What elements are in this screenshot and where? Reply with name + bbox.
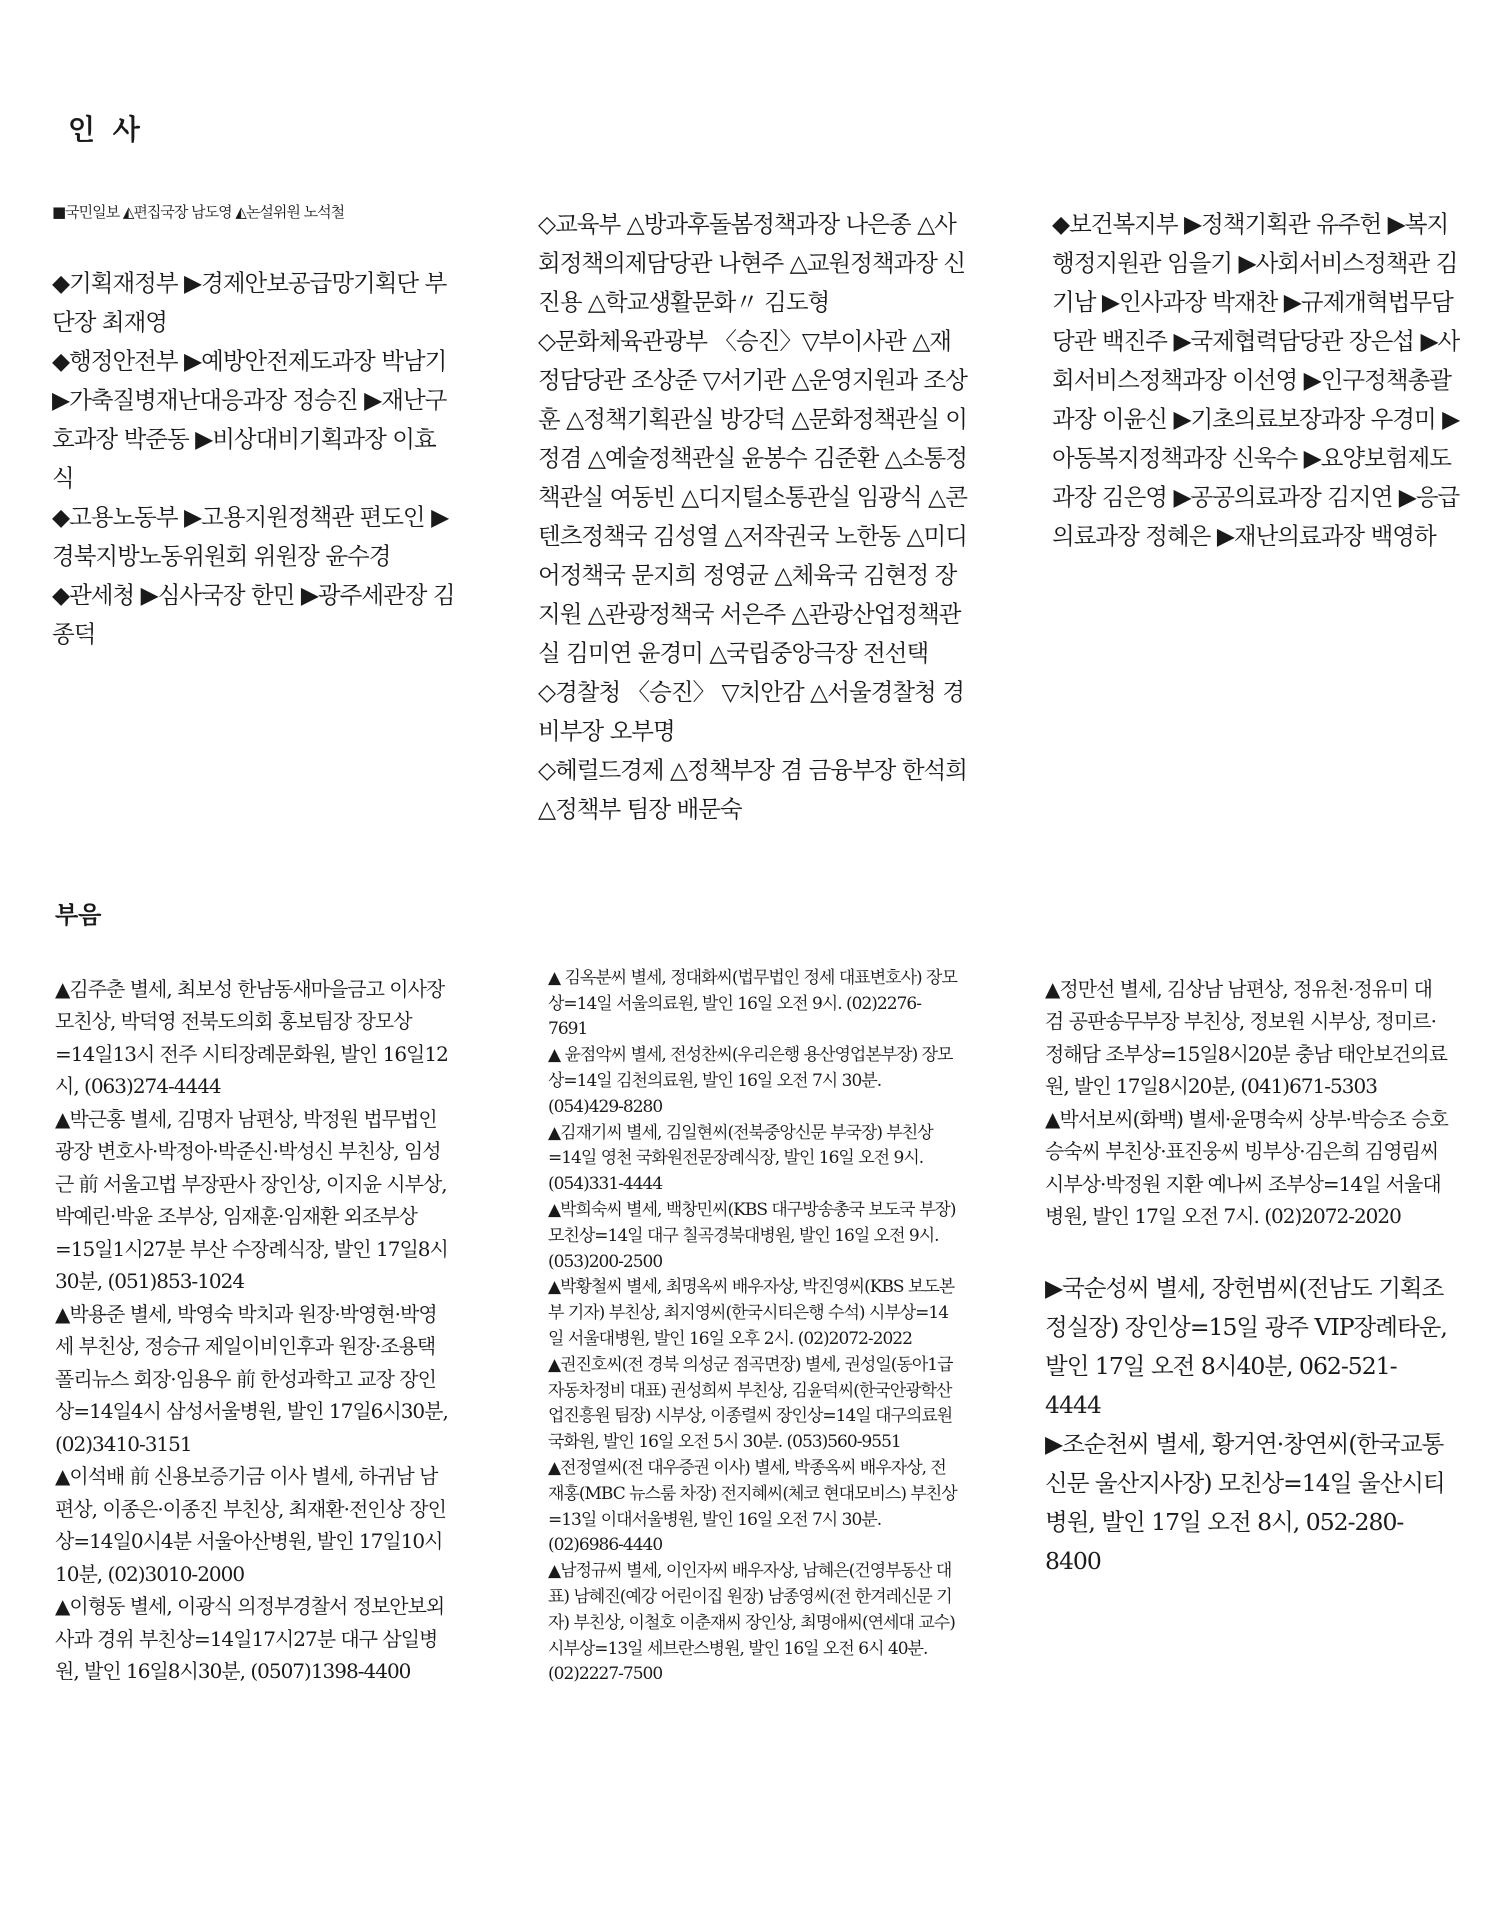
bueum-column-2-text: ▲ 김옥분씨 별세, 정대화씨(법무법인 정세 대표변호사) 장모상=14일 서울의료원, 발인 16일 오전 9시. (02)2276-7691 ▲ 윤점악씨 별세, 전성찬씨(우리은행 용산영업본부장) 장모상=14일 김천의료원, 발인 16일 오전 7시 30분. (054)429-8280 ▲김재기씨 별세, 김일현씨(전북중앙신문 부국장) 부친상=14일 영천 국화원전문장례식장, 발인 16일 오전 9시. (054)331-4444 ▲박희숙씨 별세, 백창민씨(KBS 대구방송총국 보도국 부장) 모친상=14일 대구 칠곡경북대병원, 발인 16일 오전 9시. (053)200-2500 ▲박황철씨 별세, 최명옥씨 배우자상, 박진영씨(KBS 보도본부 기자) 부친상, 최지영씨(한국시티은행 수석) 시부상=14일 서울대병원, 발인 16일 오후 2시. (02)2072-2022 ▲권진호씨(전 경북 의성군 점곡면장) 별세, 권성일(동아1급자동차정비 대표) 권성희씨 부친상, 김윤덕씨(한국안광학산업진흥원 팀장) 시부상, 이종렬씨 장인상=14일 대구의료원 국화원, 발인 16일 오전 5시 30분. (053)560-9551 ▲전정열씨(전 대우증권 이사) 별세, 박종옥씨 배우자상, 전재홍(MBC 뉴스룸 차장) 전지혜씨(체코 현대모비스) 부친상=13일 이대서울병원, 발인 16일 오전 7시 30분. (02)6986-4440 ▲남정규씨 별세, 이인자씨 배우자상, 남혜은(건영부동산 대표) 남혜진(예강 어린이집 원장) 남종영씨(전 한겨레신문 기자) 부친상, 이철호 이춘재씨 장인상, 최명애씨(연세대 교수) 시부상=13일 세브란스병원, 발인 16일 오전 6시 40분. (02)2227-7500 bbox=[548, 967, 957, 1685]
bueum-column-3-small-text: ▲정만선 별세, 김상남 남편상, 정유천·정유미 대검 공판송무부장 부친상, 정보원 시부상, 정미르·정해담 조부상=15일8시20분 충남 태안보건의료원, 발인 17일8시20분, (041)671-5303 ▲박서보씨(화백) 별세·윤명숙씨 상부·박승조 승호 승숙씨 부친상·표진웅씨 빙부상·김은희 김영림씨 시부상·박정원 지환 예나씨 조부상=14일 서울대병원, 발인 17일 오전 7시. (02)2072-2020 bbox=[1045, 976, 1448, 1228]
insa-column-2 bbox=[538, 166, 970, 868]
insa-column-3 bbox=[1052, 166, 1462, 595]
insa-column-3-text: ◆보건복지부 ▶정책기획관 유주헌 ▶복지행정지원관 임을기 ▶사회서비스정책관 김기남 ▶인사과장 박재찬 ▶규제개혁법무담당관 백진주 ▶국제협력담당관 장은섭 ▶사회서비스정책과장 이선영 ▶인구정책총괄과장 이윤신 ▶기초의료보장과장 우경미 ▶아동복지정책과장 신욱수 ▶요양보험제도과장 김은영 ▶공공의료과장 김지연 ▶응급의료과장 정혜은 ▶재난의료과장 백영하 bbox=[1052, 210, 1460, 550]
section-title-insa: 인 사 bbox=[68, 113, 144, 146]
bueum-column-2 bbox=[548, 940, 958, 1714]
bueum-column-3-large-text: ▶국순성씨 별세, 장헌범씨(전남도 기획조정실장) 장인상=15일 광주 VIP장례타운, 발인 17일 오전 8시40분, 062-521-4444 ▶조순천씨 별세, 황거연·창연씨(한국교통신문 울산지사장) 모친상=14일 울산시티병원, 발인 17일 오전 8시, 052-280-8400 bbox=[1045, 1274, 1447, 1575]
section-title-bueum: 부음 bbox=[55, 901, 102, 929]
insa-header-line: ■국민일보 ◭편집국장 남도영 ◭논설위원 노석철 bbox=[52, 203, 345, 221]
bueum-column-1 bbox=[55, 940, 448, 1720]
insa-column-2-text: ◇교육부 △방과후돌봄정책과장 나은종 △사회정책의제담당관 나현주 △교원정책과장 신진용 △학교생활문화〃 김도형 ◇문화체육관광부 〈승진〉▽부이사관 △재정담당관 조상준 ▽서기관 △운영지원과 조상훈 △정책기획관실 방강덕 △문화정책관실 이정겸 △예술정책관실 윤봉수 김준환 △소통정책관실 여동빈 △디지털소통관실 임광식 △콘텐츠정책국 김성열 △저작권국 노한동 △미디어정책국 문지희 정영균 △체육국 김현정 장지원 △관광정책국 서은주 △관광산업정책관실 김미연 윤경미 △국립중앙극장 전선택 ◇경찰청 〈승진〉 ▽치안감 △서울경찰청 경비부장 오부명 ◇헤럴드경제 △정책부장 겸 금융부장 한석희 △정책부 팀장 배문숙 bbox=[538, 210, 967, 823]
insa-column-1-text: ◆기획재정부 ▶경제안보공급망기획단 부단장 최재영 ◆행정안전부 ▶예방안전제도과장 박남기 ▶가축질병재난대응과장 정승진 ▶재난구호과장 박준동 ▶비상대비기획과장 이효식 ◆고용노동부 ▶고용지원정책관 편도인 ▶경북지방노동위원회 위원장 윤수경 ◆관세청 ▶심사국장 한민 ▶광주세관장 김종덕 bbox=[52, 269, 455, 648]
bueum-column-3 bbox=[1045, 940, 1450, 1614]
insa-column-1 bbox=[52, 160, 457, 693]
bueum-column-1-text: ▲김주춘 별세, 최보성 한남동새마을금고 이사장 모친상, 박덕영 전북도의회 홍보팀장 장모상=14일13시 전주 시티장례문화원, 발인 16일12시, (063)274-4444 ▲박근홍 별세, 김명자 남편상, 박정원 법무법인 광장 변호사·박정아·박준신·박성신 부친상, 임성근 前 서울고법 부장판사 장인상, 이지윤 시부상, 박예린·박윤 조부상, 임재훈·임재환 외조부상=15일1시27분 부산 수장례식장, 발인 17일8시30분, (051)853-1024 ▲박용준 별세, 박영숙 박치과 원장·박영현·박영세 부친상, 정승규 제일이비인후과 원장·조용택 폴리뉴스 회장·임용우 前 한성과학고 교장 장인상=14일4시 삼성서울병원, 발인 17일6시30분, (02)3410-3151 ▲이석배 前 신용보증기금 이사 별세, 하귀남 남편상, 이종은·이종진 부친상, 최재환·전인상 장인상=14일0시4분 서울아산병원, 발인 17일10시10분, (02)3010-2000 ▲이형동 별세, 이광식 의정부경찰서 정보안보외사과 경위 부친상=14일17시27분 대구 삼일병원, 발인 16일8시30분, (0507)1398-4400 bbox=[55, 976, 448, 1683]
